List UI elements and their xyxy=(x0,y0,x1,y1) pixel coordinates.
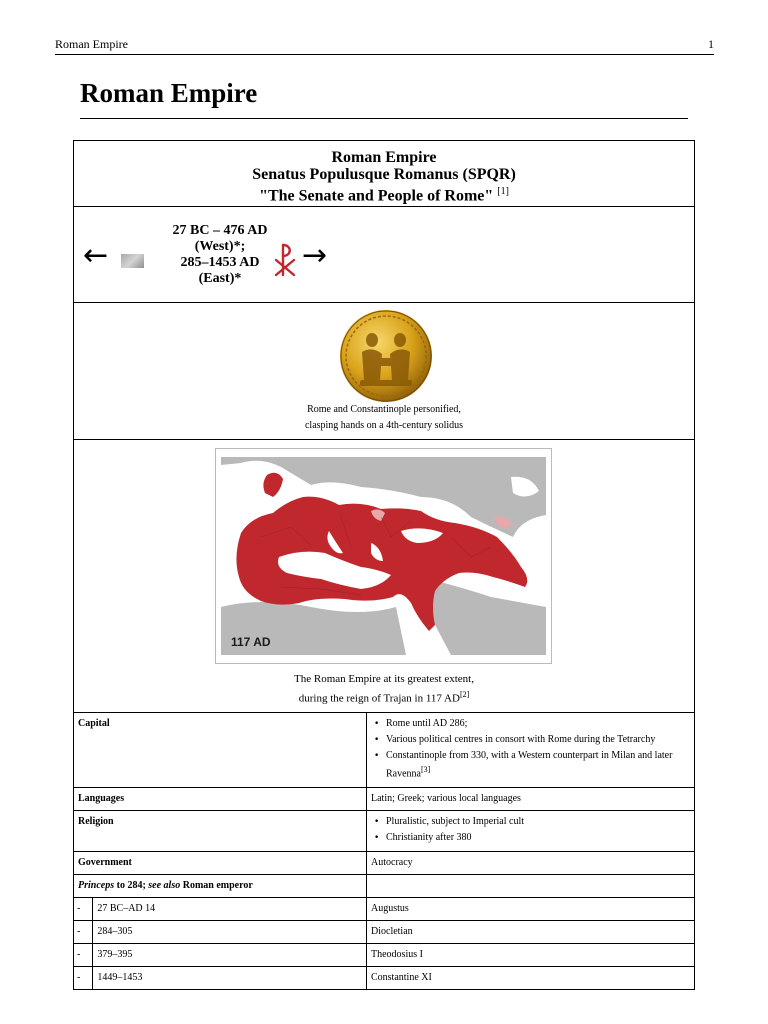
ruler-period: 379–395 xyxy=(93,944,367,967)
capital-row xyxy=(74,713,694,788)
facts-table xyxy=(74,713,694,989)
capital-item-text: Constantinople from 330, with a Western counterpart in Milan and later Ravenna xyxy=(386,750,673,780)
princeps-value xyxy=(367,875,695,898)
capital-item: • Rome until AD 286; xyxy=(371,717,690,731)
page-number: 1 xyxy=(708,37,714,51)
infobox-latin-name: Senatus Populusque Romanus (SPQR) xyxy=(252,166,516,183)
ruler-name[interactable]: Augustus xyxy=(367,898,695,921)
left-arrow-icon[interactable]: ← xyxy=(83,238,109,273)
religion-item: • Pluralistic, subject to Imperial cult xyxy=(371,815,690,829)
map-section xyxy=(74,440,694,713)
dates-line-west-years: 27 BC – 476 AD xyxy=(172,223,268,238)
religion-label: Religion xyxy=(74,811,367,852)
princeps-row xyxy=(74,875,694,898)
ruler-dash: - xyxy=(74,944,93,967)
religion-row xyxy=(74,811,694,852)
ruler-dash: - xyxy=(74,967,93,990)
map-year-label: 117 AD xyxy=(231,635,271,649)
chi-rho-icon[interactable] xyxy=(274,243,296,277)
ruler-dash: - xyxy=(74,921,93,944)
ruler-row xyxy=(74,921,694,944)
capital-item: • Various political centres in consort with Rome during the Tetrarchy xyxy=(371,733,690,747)
map-caption-line-2-text: during the reign of Trajan in 117 AD xyxy=(298,692,460,705)
succession-row xyxy=(74,207,694,303)
see-also-italic: see also xyxy=(148,880,181,892)
motto-reference-link[interactable]: [1] xyxy=(497,186,509,197)
dates-line-east-years: 285–1453 AD xyxy=(180,255,260,270)
ruler-row xyxy=(74,944,694,967)
motto-text: "The Senate and People of Rome" xyxy=(259,187,494,205)
infobox-name: Roman Empire xyxy=(331,149,437,166)
infobox xyxy=(73,140,695,990)
map-caption-line-2 xyxy=(74,687,694,707)
capital-label: Capital xyxy=(78,718,110,729)
government-row xyxy=(74,852,694,875)
ruler-name[interactable]: Constantine XI xyxy=(367,967,695,990)
capital-item xyxy=(371,749,690,781)
coin-section xyxy=(74,303,694,440)
coin-caption-line-1: Rome and Constantinople personified, xyxy=(307,404,461,415)
coin-caption-line-2: clasping hands on a 4th-century solidus xyxy=(304,420,464,431)
princeps-text: to 284; xyxy=(114,880,149,892)
ruler-period: 284–305 xyxy=(93,921,367,944)
predecessor-flag-image[interactable] xyxy=(121,254,144,268)
princeps-italic: Princeps xyxy=(78,880,115,892)
roman-emperor-link[interactable]: Roman emperor xyxy=(180,880,253,892)
dates-line-west: (West)*; xyxy=(194,239,246,254)
capital-value xyxy=(367,713,695,788)
map-caption-line-1: The Roman Empire at its greatest extent, xyxy=(294,673,474,685)
dates-line-east: (East)* xyxy=(198,271,242,286)
solidus-coin-image[interactable] xyxy=(338,308,434,404)
capital-reference-link[interactable]: [3] xyxy=(421,765,431,774)
coin-caption xyxy=(74,402,694,434)
government-label: Government xyxy=(74,852,367,875)
infobox-header xyxy=(74,141,694,207)
map-caption xyxy=(74,672,694,707)
ruler-name[interactable]: Theodosius I xyxy=(367,944,695,967)
languages-row xyxy=(74,788,694,811)
religion-value xyxy=(367,811,695,852)
running-head-title: Roman Empire xyxy=(55,37,128,51)
religion-item: • Christianity after 380 xyxy=(371,831,690,845)
ruler-period: 27 BC–AD 14 xyxy=(93,898,367,921)
empire-map-svg xyxy=(221,457,546,655)
government-value: Autocracy xyxy=(367,852,695,875)
ruler-dash: - xyxy=(74,898,93,921)
running-head xyxy=(55,37,714,55)
infobox-motto xyxy=(74,183,694,204)
empire-map-image[interactable] xyxy=(215,448,552,664)
ruler-period: 1449–1453 xyxy=(93,967,367,990)
right-arrow-icon[interactable]: → xyxy=(302,238,328,273)
languages-label: Languages xyxy=(74,788,367,811)
ruler-row xyxy=(74,898,694,921)
map-reference-link[interactable]: [2] xyxy=(459,690,470,699)
ruler-row xyxy=(74,967,694,990)
page-title: Roman Empire xyxy=(80,78,688,119)
languages-value: Latin; Greek; various local languages xyxy=(367,788,695,811)
princeps-label xyxy=(74,875,367,898)
empire-dates xyxy=(156,223,284,287)
ruler-name[interactable]: Diocletian xyxy=(367,921,695,944)
